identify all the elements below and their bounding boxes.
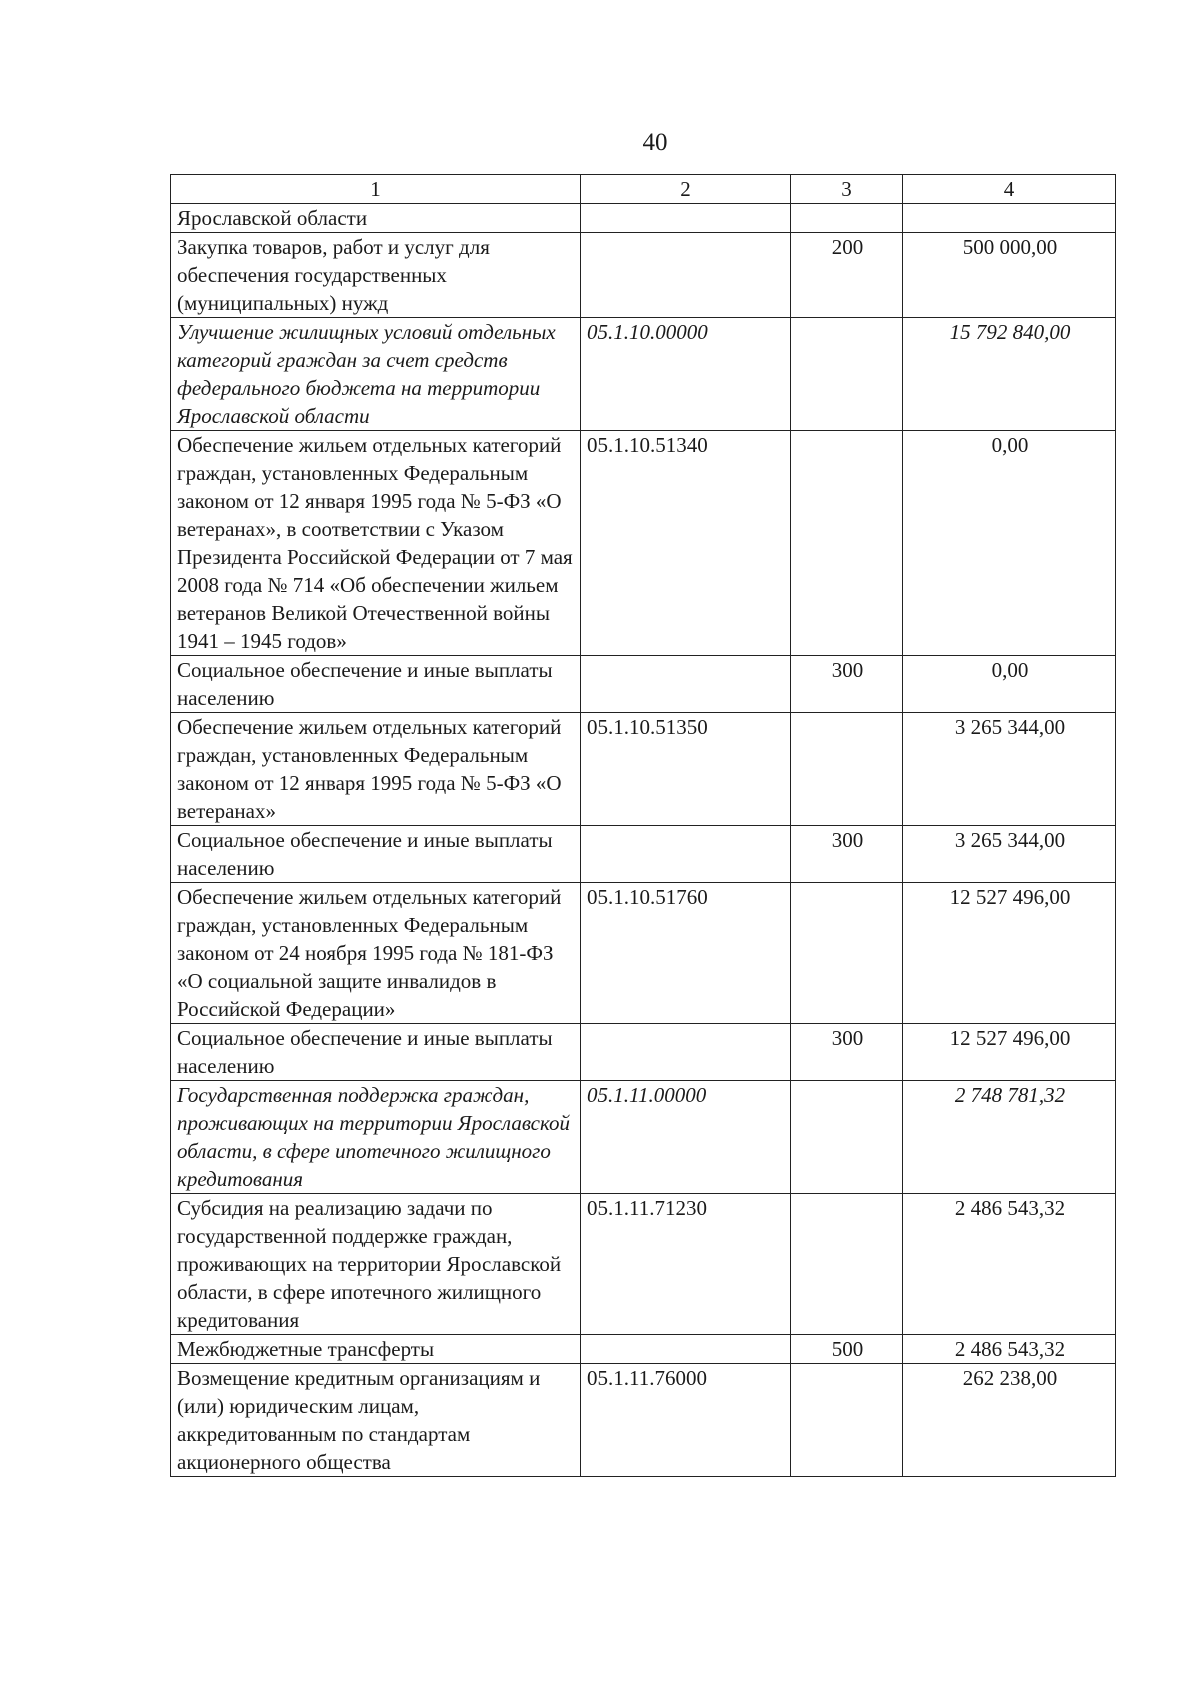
table-row (171, 1081, 1116, 1194)
row-expense-type-cell (791, 204, 903, 233)
row-expense-type-cell (791, 431, 903, 656)
row-amount-cell: 3 265 344,00 (903, 713, 1116, 826)
header-col-2: 2 (581, 175, 791, 204)
row-name-cell: Социальное обеспечение и иные выплаты населению (171, 1024, 581, 1081)
row-amount-cell: 2 486 543,32 (903, 1194, 1116, 1335)
row-amount-cell: 0,00 (903, 656, 1116, 713)
row-expense-type-cell: 300 (791, 656, 903, 713)
row-expense-type-cell: 200 (791, 233, 903, 318)
row-code-cell: 05.1.11.00000 (581, 1081, 791, 1194)
row-amount-cell: 2 748 781,32 (903, 1081, 1116, 1194)
row-name-cell: Ярославской области (171, 204, 581, 233)
row-amount-cell: 262 238,00 (903, 1364, 1116, 1477)
header-row (171, 175, 1116, 204)
row-code-cell: 05.1.11.76000 (581, 1364, 791, 1477)
row-amount-cell: 15 792 840,00 (903, 318, 1116, 431)
row-amount-cell: 0,00 (903, 431, 1116, 656)
budget-table (170, 174, 1116, 1477)
row-name-cell: Социальное обеспечение и иные выплаты населению (171, 656, 581, 713)
table-row (171, 1194, 1116, 1335)
row-name-cell: Обеспечение жильем отдельных категорий граждан, установленных Федеральным законом от 24 ноября 1995 года № 181-ФЗ «О социальной защите инвалидов в Российской Федерации» (171, 883, 581, 1024)
row-name-cell: Обеспечение жильем отдельных категорий граждан, установленных Федеральным законом от 12 января 1995 года № 5-ФЗ «О ветеранах» (171, 713, 581, 826)
row-code-cell: 05.1.11.71230 (581, 1194, 791, 1335)
row-expense-type-cell: 500 (791, 1335, 903, 1364)
header-col-3: 3 (791, 175, 903, 204)
header-col-4: 4 (903, 175, 1116, 204)
table-body (171, 204, 1116, 1477)
table-header (171, 175, 1116, 204)
row-expense-type-cell (791, 1364, 903, 1477)
row-expense-type-cell (791, 883, 903, 1024)
row-expense-type-cell: 300 (791, 1024, 903, 1081)
row-name-cell: Социальное обеспечение и иные выплаты населению (171, 826, 581, 883)
row-amount-cell: 3 265 344,00 (903, 826, 1116, 883)
row-name-cell: Обеспечение жильем отдельных категорий граждан, установленных Федеральным законом от 12 января 1995 года № 5-ФЗ «О ветеранах», в соответствии с Указом Президента Российской Федерации от 7 мая 2008 года № 714 «Об обеспечении жильем ветеранов Великой Отечественной войны 1941 – 1945 годов» (171, 431, 581, 656)
table-row (171, 1335, 1116, 1364)
table-row (171, 318, 1116, 431)
header-col-1: 1 (171, 175, 581, 204)
row-expense-type-cell (791, 1081, 903, 1194)
row-name-cell: Межбюджетные трансферты (171, 1335, 581, 1364)
row-expense-type-cell (791, 713, 903, 826)
table-row (171, 1364, 1116, 1477)
table-row (171, 883, 1116, 1024)
row-code-cell (581, 656, 791, 713)
table-row (171, 656, 1116, 713)
table-row (171, 233, 1116, 318)
row-amount-cell: 500 000,00 (903, 233, 1116, 318)
table-row (171, 431, 1116, 656)
row-amount-cell (903, 204, 1116, 233)
row-name-cell: Возмещение кредитным организациям и (или) юридическим лицам, аккредитованным по стандартам акционерного общества (171, 1364, 581, 1477)
row-amount-cell: 12 527 496,00 (903, 883, 1116, 1024)
row-code-cell (581, 1335, 791, 1364)
table-row (171, 826, 1116, 883)
row-name-cell: Государственная поддержка граждан, проживающих на территории Ярославской области, в сфере ипотечного жилищного кредитования (171, 1081, 581, 1194)
row-expense-type-cell: 300 (791, 826, 903, 883)
table-row (171, 713, 1116, 826)
row-expense-type-cell (791, 318, 903, 431)
row-name-cell: Закупка товаров, работ и услуг для обеспечения государственных (муниципальных) нужд (171, 233, 581, 318)
row-code-cell: 05.1.10.51350 (581, 713, 791, 826)
row-expense-type-cell (791, 1194, 903, 1335)
row-code-cell (581, 204, 791, 233)
page-number: 40 (642, 129, 668, 156)
row-code-cell (581, 826, 791, 883)
row-code-cell (581, 233, 791, 318)
row-code-cell (581, 1024, 791, 1081)
row-code-cell: 05.1.10.00000 (581, 318, 791, 431)
row-code-cell: 05.1.10.51340 (581, 431, 791, 656)
row-code-cell: 05.1.10.51760 (581, 883, 791, 1024)
row-amount-cell: 12 527 496,00 (903, 1024, 1116, 1081)
table-row (171, 1024, 1116, 1081)
row-amount-cell: 2 486 543,32 (903, 1335, 1116, 1364)
table-row (171, 204, 1116, 233)
row-name-cell: Улучшение жилищных условий отдельных категорий граждан за счет средств федерального бюджета на территории Ярославской области (171, 318, 581, 431)
row-name-cell: Субсидия на реализацию задачи по государственной поддержке граждан, проживающих на территории Ярославской области, в сфере ипотечного жилищного кредитования (171, 1194, 581, 1335)
